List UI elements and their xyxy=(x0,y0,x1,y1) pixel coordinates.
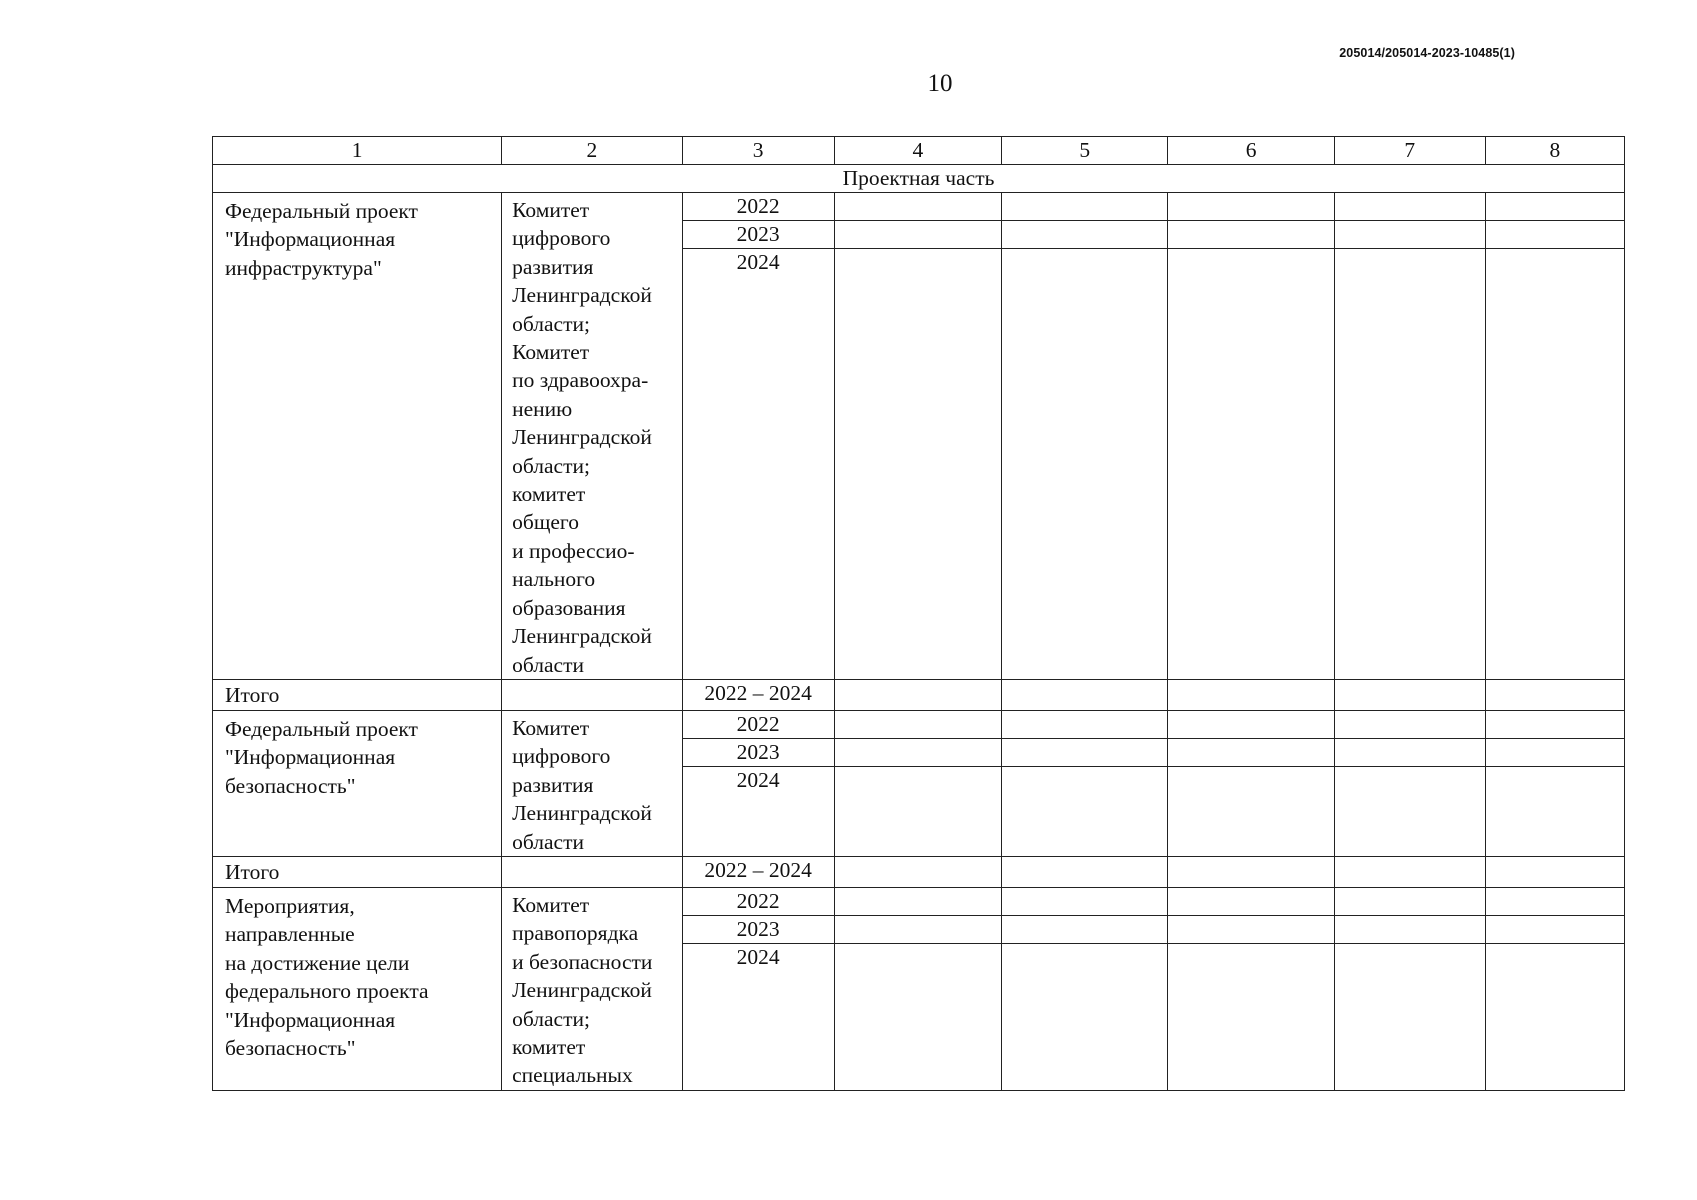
total-row xyxy=(213,679,1625,710)
year-cell: 2024 xyxy=(682,943,834,1090)
responsible-line: Комитет xyxy=(512,340,590,365)
project-name-line: инфраструктура" xyxy=(225,255,382,280)
section-row xyxy=(213,165,1625,193)
project-name-line: безопасность" xyxy=(225,773,356,798)
responsible-line: нального xyxy=(512,567,596,592)
responsible-line: по здравоохра- xyxy=(512,368,649,393)
responsible-line: области; xyxy=(512,1006,590,1031)
project-name-line: "Информационная xyxy=(225,227,396,252)
responsible-line: области; xyxy=(512,453,590,478)
budget-table xyxy=(212,136,1625,1091)
responsible-line: образования xyxy=(512,595,626,620)
project-name-line: на достижение цели xyxy=(225,950,410,975)
responsible-line: нению xyxy=(512,396,573,421)
column-number: 2 xyxy=(502,137,682,165)
year-cell: 2023 xyxy=(682,738,834,766)
total-label: Итого xyxy=(213,856,502,887)
project-name-line: Федеральный проект xyxy=(225,199,418,223)
document-id: 205014/205014-2023-10485(1) xyxy=(1339,46,1515,60)
responsible-line: развития xyxy=(512,772,594,797)
responsible-line: Ленинградской xyxy=(512,425,652,450)
responsible-line: правопорядка xyxy=(512,921,639,946)
project-name-line: Федеральный проект xyxy=(225,716,418,741)
column-number: 3 xyxy=(682,137,834,165)
responsible-line: Комитет xyxy=(512,198,590,222)
responsible-line: специальных xyxy=(512,1063,633,1088)
responsible-line: комитет xyxy=(512,1034,586,1059)
column-number: 7 xyxy=(1334,137,1485,165)
year-cell: 2022 xyxy=(682,193,834,221)
section-title: Проектная часть xyxy=(213,165,1625,193)
responsible-line: общего xyxy=(512,510,579,535)
project-name-cell xyxy=(213,710,502,856)
responsible-line: Ленинградской xyxy=(512,978,652,1003)
year-cell: 2024 xyxy=(682,766,834,856)
project-name-line: "Информационная xyxy=(225,1007,396,1032)
responsible-line: области xyxy=(512,652,584,677)
responsible-line: комитет xyxy=(512,482,586,507)
table-row xyxy=(213,710,1625,738)
total-row xyxy=(213,856,1625,887)
project-name-cell xyxy=(213,887,502,1090)
responsible-line: Ленинградской xyxy=(512,624,652,649)
responsible-line: Ленинградской xyxy=(512,801,652,826)
column-number: 5 xyxy=(1002,137,1168,165)
project-name-line: направленные xyxy=(225,922,355,947)
responsible-line: Комитет xyxy=(512,715,590,740)
table-row xyxy=(213,887,1625,915)
project-name-line: "Информационная xyxy=(225,745,396,770)
year-cell: 2024 xyxy=(682,249,834,680)
page-number: 10 xyxy=(927,70,953,97)
responsible-line: и профессио- xyxy=(512,538,635,563)
year-cell: 2023 xyxy=(682,915,834,943)
column-number: 4 xyxy=(834,137,1001,165)
table-row xyxy=(213,193,1625,221)
responsible-line: Ленинградской xyxy=(512,283,652,308)
responsible-line: и безопасности xyxy=(512,949,653,974)
total-years: 2022 – 2024 xyxy=(682,856,834,887)
responsible-cell xyxy=(502,710,682,856)
project-name-line: безопасность" xyxy=(225,1035,356,1060)
responsible-line: области xyxy=(512,829,584,854)
responsible-line: цифрового xyxy=(512,744,611,769)
responsible-line: Комитет xyxy=(512,892,590,917)
responsible-line: цифрового xyxy=(512,226,611,251)
responsible-line: области; xyxy=(512,311,590,336)
year-cell: 2023 xyxy=(682,221,834,249)
column-number: 6 xyxy=(1168,137,1334,165)
responsible-cell xyxy=(502,887,682,1090)
responsible-line: развития xyxy=(512,254,594,279)
year-cell: 2022 xyxy=(682,710,834,738)
column-number: 8 xyxy=(1485,137,1624,165)
column-number: 1 xyxy=(213,137,502,165)
total-years: 2022 – 2024 xyxy=(682,679,834,710)
project-name-line: федерального проекта xyxy=(225,979,429,1004)
column-number-row xyxy=(213,137,1625,165)
project-name-line: Мероприятия, xyxy=(225,893,355,918)
year-cell: 2022 xyxy=(682,887,834,915)
project-name-cell xyxy=(213,193,502,680)
total-label: Итого xyxy=(213,679,502,710)
responsible-cell xyxy=(502,193,682,680)
